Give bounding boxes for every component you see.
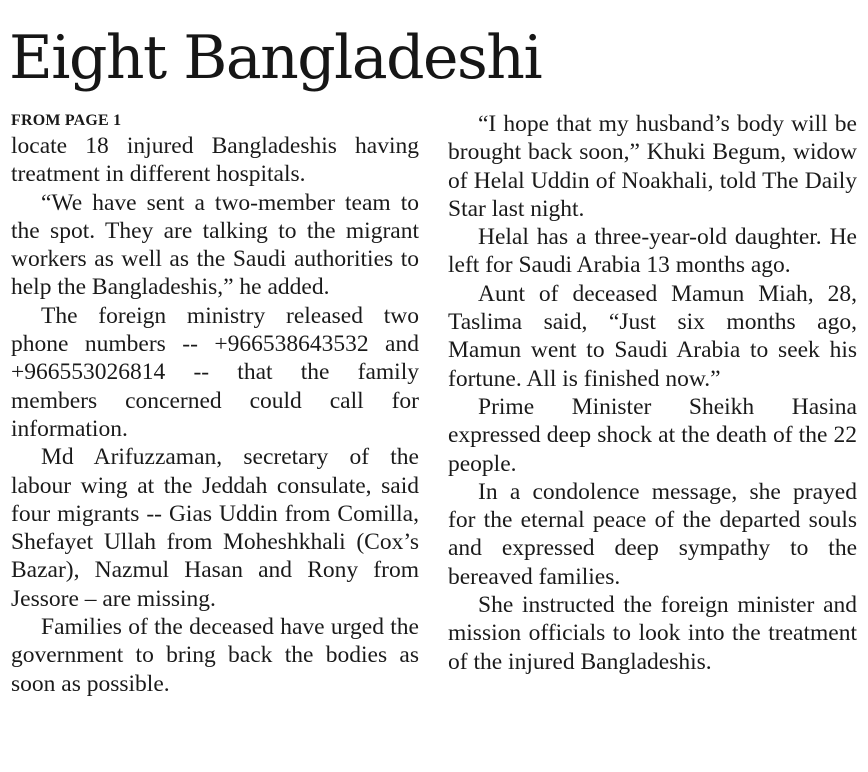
paragraph: The foreign ministry released two phone numbers -- +966538643532 and +966553026814 -- that the family members concerned could call for information. — [11, 302, 419, 442]
paragraph: Aunt of deceased Mamun Miah, 28, Taslima said, “Just six months ago, Mamun went to Saudi Arabia to seek his fortune. All is finished now.” — [448, 280, 857, 392]
headline: Eight Bangladeshi — [9, 23, 542, 93]
paragraph: Prime Minister Sheikh Hasina expressed deep shock at the death of the 22 people. — [448, 393, 857, 477]
article-column-left — [11, 110, 419, 698]
paragraph: “We have sent a two-member team to the spot. They are talking to the migrant workers as well as the Saudi authorities to help the Bangladeshis,” he added. — [11, 189, 419, 301]
article-column-right — [448, 110, 857, 676]
paragraph: “I hope that my husband’s body will be brought back soon,” Khuki Begum, widow of Helal Uddin of Noakhali, told The Daily Star last night. — [448, 111, 857, 222]
paragraph: Families of the deceased have urged the government to bring back the bodies as soon as possible. — [11, 614, 419, 697]
paragraph: Md Arifuzzaman, secretary of the labour wing at the Jeddah consulate, said four migrants -- Gias Uddin from Comilla, Shefayet Ullah from Moheshkhali (Cox’s Bazar), Nazmul Hasan and Rony from Jessore – are missing. — [11, 444, 419, 612]
continued-from-kicker: FROM PAGE 1 — [11, 112, 122, 129]
paragraph: In a condolence message, she prayed for the eternal peace of the departed souls and expressed deep sympathy to the bereaved families. — [448, 478, 857, 590]
paragraph: She instructed the foreign minister and mission officials to look into the treatment of the injured Bangladeshis. — [448, 592, 857, 675]
paragraph: Helal has a three-year-old daughter. He left for Saudi Arabia 13 months ago. — [448, 224, 857, 279]
paragraph: locate 18 injured Bangladeshis having treatment in different hospitals. — [11, 133, 419, 188]
